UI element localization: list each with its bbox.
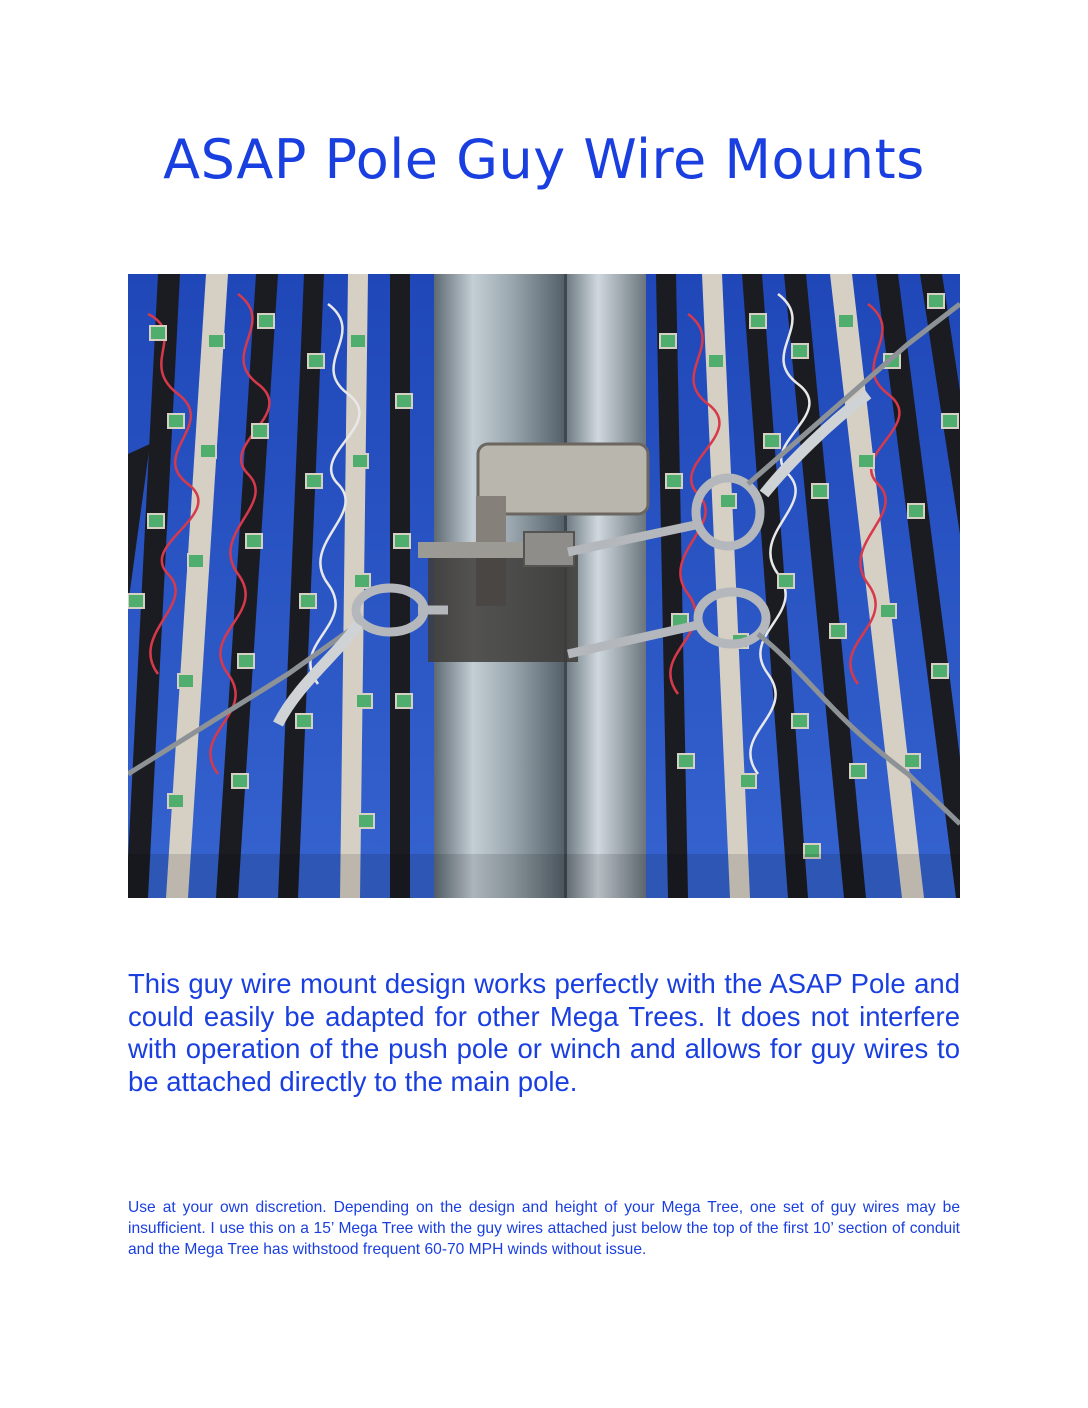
description-paragraph: This guy wire mount design works perfectly with the ASAP Pole and could easily be adapted for other Mega Trees. It does not interfere with operation of the push pole or winch and allows for guy wires to be attached directly to the main pole. (128, 968, 960, 1097)
disclaimer-paragraph: Use at your own discretion. Depending on the design and height of your Mega Tree, one set of guy wires may be insufficient. I use this on a 15’ Mega Tree with the guy wires attached just below the top of the first 10’ section of conduit and the Mega Tree has withstood frequent 60-70 MPH winds without issue. (128, 1199, 960, 1258)
page-title: ASAP Pole Guy Wire Mounts (163, 128, 925, 191)
shadows (128, 854, 960, 898)
guy-wire-mount-photo (128, 274, 960, 898)
